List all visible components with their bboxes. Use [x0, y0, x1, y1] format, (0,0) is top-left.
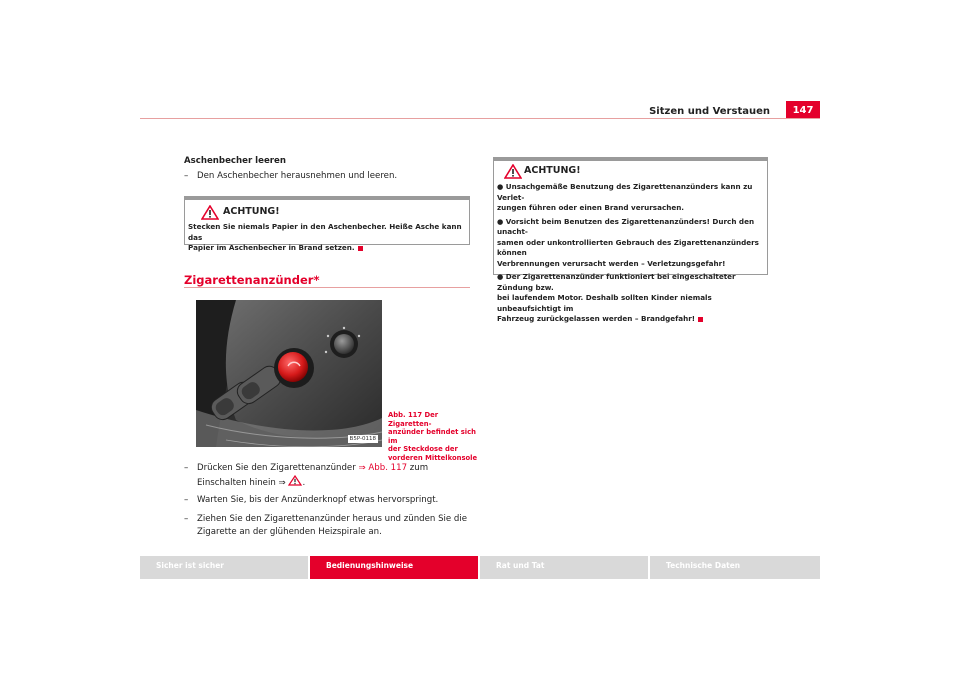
caption-line: anzünder befindet sich im	[388, 428, 476, 445]
bullet-line: Verbrennungen verursacht werden – Verletzungsgefahr!	[497, 258, 726, 268]
warning-box-lighter	[493, 157, 768, 323]
header-rule	[140, 118, 820, 119]
warning-bullets	[497, 182, 767, 325]
warning-text-line2: Papier im Aschenbecher in Brand setzen.	[188, 243, 355, 252]
step-pull-lighter: – Ziehen Sie den Zigarettenanzünder heraus und zünden Sie die Zigarette an der glühenden Heizspirale an.	[184, 513, 484, 539]
lighter-console-illustration	[196, 300, 382, 447]
subheading-empty-ashtray: Aschenbecher leeren	[184, 156, 286, 166]
figure-reference-link[interactable]: ⇒ Abb. 117	[358, 463, 408, 473]
step1-text-b: zum	[409, 463, 429, 473]
step-wait: – Warten Sie, bis der Anzünderknopf etwas hervorspringt.	[184, 495, 439, 505]
warning-box-ashtray	[184, 196, 470, 252]
step-empty-ashtray: – Den Aschenbecher herausnehmen und leeren.	[184, 171, 398, 181]
warning-triangle-icon	[504, 164, 522, 179]
figure-cigarette-lighter	[196, 300, 382, 447]
page-number: 147	[786, 101, 820, 119]
warning-bullet: ● Vorsicht beim Benutzen des Zigarettenanzünders! Durch den unacht- samen oder unkontrollierten Gebrauch des Zigarettenanzünders können Verbrennungen verursacht werden – Verletzungsgefahr!	[497, 217, 767, 270]
figure-code: B5P-0118	[349, 436, 376, 442]
step3-text-b: Zigarette an der glühenden Heizspirale an.	[197, 527, 382, 537]
warning-bullet: ● Unsachgemäße Benutzung des Zigarettenanzünders kann zu Verlet- zungen führen oder einen Brand verursachen.	[497, 182, 767, 214]
warning-title: ACHTUNG!	[524, 165, 581, 176]
warning-triangle-icon[interactable]	[288, 475, 302, 486]
footer-tab-tips[interactable]	[480, 556, 648, 579]
section-rule	[184, 287, 470, 288]
caption-line: vorderen Mittelkonsole	[388, 453, 478, 462]
step-press-lighter: – Drücken Sie den Zigarettenanzünder ⇒ Abb. 117 zum Einschalten hinein ⇒ .	[184, 463, 429, 488]
section-title-lighter: Zigarettenanzünder*	[184, 273, 320, 287]
step3-text-a: Ziehen Sie den Zigarettenanzünder heraus und zünden Sie die	[197, 514, 468, 524]
caption-line: Abb. 117 Der Zigaretten-	[388, 411, 439, 428]
running-header-title: Sitzen und Verstauen	[649, 106, 770, 117]
bullet-line: Vorsicht beim Benutzen des Zigarettenanzünders! Durch den unacht-	[497, 216, 755, 236]
step2-text: Warten Sie, bis der Anzünderknopf etwas hervorspringt.	[197, 495, 439, 505]
footer-tab-technical[interactable]	[650, 556, 820, 579]
footer-tab-label: Bedienungshinweise	[326, 561, 414, 570]
footer-tab-label: Technische Daten	[666, 561, 741, 570]
warning-title: ACHTUNG!	[223, 206, 280, 217]
footer-tab-operating[interactable]	[310, 556, 478, 579]
warning-triangle-icon	[201, 205, 219, 220]
bullet-line: bei laufendem Motor. Deshalb sollten Kinder niemals unbeaufsichtigt im	[497, 293, 712, 313]
step1-text-a: Drücken Sie den Zigarettenanzünder	[197, 463, 356, 473]
footer-tab-safety[interactable]	[140, 556, 308, 579]
step1-text-c: Einschalten hinein ⇒	[197, 478, 286, 488]
bullet-line: zungen führen oder einen Brand verursachen.	[497, 203, 685, 212]
warning-bullet: ● Der Zigarettenanzünder funktioniert bei eingeschalteter Zündung bzw. bei laufendem Motor. Deshalb sollten Kinder niemals unbeaufsichtigt im Fahrzeug zurückgelassen werden – Brandgefahr!	[497, 272, 767, 325]
caption-line: der Steckdose der	[388, 445, 458, 453]
bullet-line: Unsachgemäße Benutzung des Zigarettenanzünders kann zu Verlet-	[497, 182, 753, 202]
step-empty-text: Den Aschenbecher herausnehmen und leeren.	[197, 171, 398, 181]
bullet-line: Der Zigarettenanzünder funktioniert bei eingeschalteter Zündung bzw.	[497, 272, 736, 292]
end-mark-icon	[698, 317, 703, 322]
bullet-line: samen oder unkontrollierten Gebrauch des Zigarettenanzünders können	[497, 237, 759, 257]
footer-tab-label: Rat und Tat	[496, 561, 545, 570]
bullet-line: Fahrzeug zurückgelassen werden – Brandgefahr!	[497, 314, 696, 323]
warning-text-line1: Stecken Sie niemals Papier in den Aschenbecher. Heiße Asche kann das	[188, 222, 462, 242]
warning-text	[188, 222, 468, 254]
figure-caption	[388, 411, 478, 462]
end-mark-icon	[358, 246, 363, 251]
footer-tab-label: Sicher ist sicher	[156, 561, 224, 570]
